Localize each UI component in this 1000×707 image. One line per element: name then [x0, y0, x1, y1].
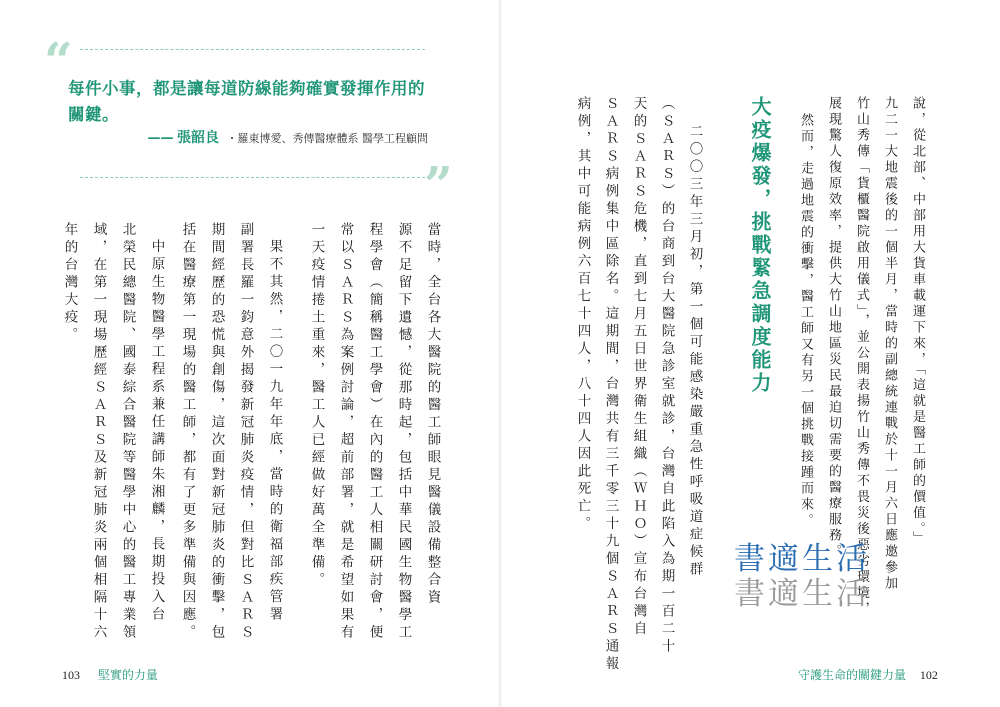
- running-title: 守護生命的關鍵力量: [798, 668, 907, 682]
- page-number: 103: [62, 668, 80, 682]
- quote-author: 張韶良: [177, 130, 219, 146]
- body-column: 期間經歷的恐慌與創傷，這次面對新冠肺炎的衝擊，包: [208, 222, 225, 642]
- quote-author-role: ・羅東博愛、秀傳醫療體系 醫學工程顧問: [226, 132, 428, 145]
- body-column: 常以ＳＡＲＳ為案例討論，超前部署，就是希望如果有: [337, 222, 354, 642]
- body-column: 竹山秀傳「貨櫃醫院啟用儀式」，並公開表揚竹山秀傳不畏災後惡劣環境，: [854, 96, 869, 618]
- section-heading: 大疫爆發，挑戰緊急調度能力: [748, 96, 772, 395]
- body-column: 北榮民總醫院、國泰綜合醫院等醫學中心的醫工專業領: [119, 222, 136, 642]
- publisher-logo: 書適生活: [734, 541, 870, 577]
- body-column: 天的ＳＡＲＳ危機，直到七月五日世界衛生組織（ＷＨＯ）宣布台灣自: [630, 96, 647, 639]
- body-column: 中原生物醫學工程系兼任講師朱湘麟，長期投入台: [148, 239, 165, 624]
- body-column: 括在醫療第一現場的醫工師，都有了更多準備與因應。: [179, 222, 196, 642]
- running-title: 堅實的力量: [97, 668, 158, 682]
- body-column: 年的台灣大疫。: [61, 222, 78, 345]
- quote-attribution: [148, 127, 429, 147]
- pull-quote-text: 每件小事，都是讓每道防線能夠確實發揮作用的關鍵。: [68, 79, 425, 124]
- body-column: 病例，其中可能病例六百七十四人，八十四人因此死亡。: [574, 96, 591, 534]
- publisher-logo-shadow: 書適生活: [734, 576, 870, 612]
- body-column: 二〇〇三年三月初，第一個可能感染嚴重急性呼吸道症候群: [686, 124, 703, 579]
- body-column: 果不其然，二〇一九年年底，當時的衛福部疾管署: [266, 239, 283, 624]
- body-column: 展現驚人復原效率，提供大竹山地區災民最迫切需要的醫療服務。: [826, 96, 841, 560]
- body-column: 說，從北部、中部用大貨車載運下來，「這就是醫工師的價值。」: [910, 96, 925, 547]
- body-column: ＳＡＲＳ病例集中區除名。這期間，台灣共有三千零三十九個ＳＡＲＳ通報: [602, 96, 619, 674]
- body-column: 程學會（簡稱醫工學會）在內的醫工人相關研討會，便: [366, 222, 383, 642]
- body-column: 域，在第一現場歷經ＳＡＲＳ及新冠肺炎兩個相隔十六: [90, 222, 107, 642]
- body-column: 副署長羅一鈞意外揭發新冠肺炎疫情，但對比ＳＡＲＳ: [237, 222, 254, 642]
- quote-bottom-rule: [80, 177, 425, 178]
- open-quote-icon: “: [44, 31, 73, 90]
- page-number: 102: [919, 668, 938, 682]
- close-quote-icon: ”: [424, 155, 453, 214]
- folio-right: [798, 666, 938, 683]
- body-column: （ＳＡＲＳ）的台商到台大醫院急診室就診，台灣自此陷入為期一百二十: [658, 96, 675, 656]
- body-column: 源不足留下遺憾，從那時起，包括中華民國生物醫學工: [395, 222, 412, 642]
- body-column: 一天疫情捲土重來，醫工人已經做好萬全準備。: [308, 222, 325, 590]
- body-column: 然而，走過地震的衝擊，醫工師又有另一個挑戰接踵而來。: [798, 113, 813, 529]
- folio-left: [62, 666, 158, 683]
- quote-dash: ——: [147, 131, 174, 146]
- body-column: 九二一大地震後的一個半月，當時的副總統連戰於十一月六日應邀參加: [882, 96, 897, 592]
- body-column: 當時，全台各大醫院的醫工師眼見醫儀設備整合資: [424, 222, 441, 607]
- quote-top-rule: [80, 49, 425, 50]
